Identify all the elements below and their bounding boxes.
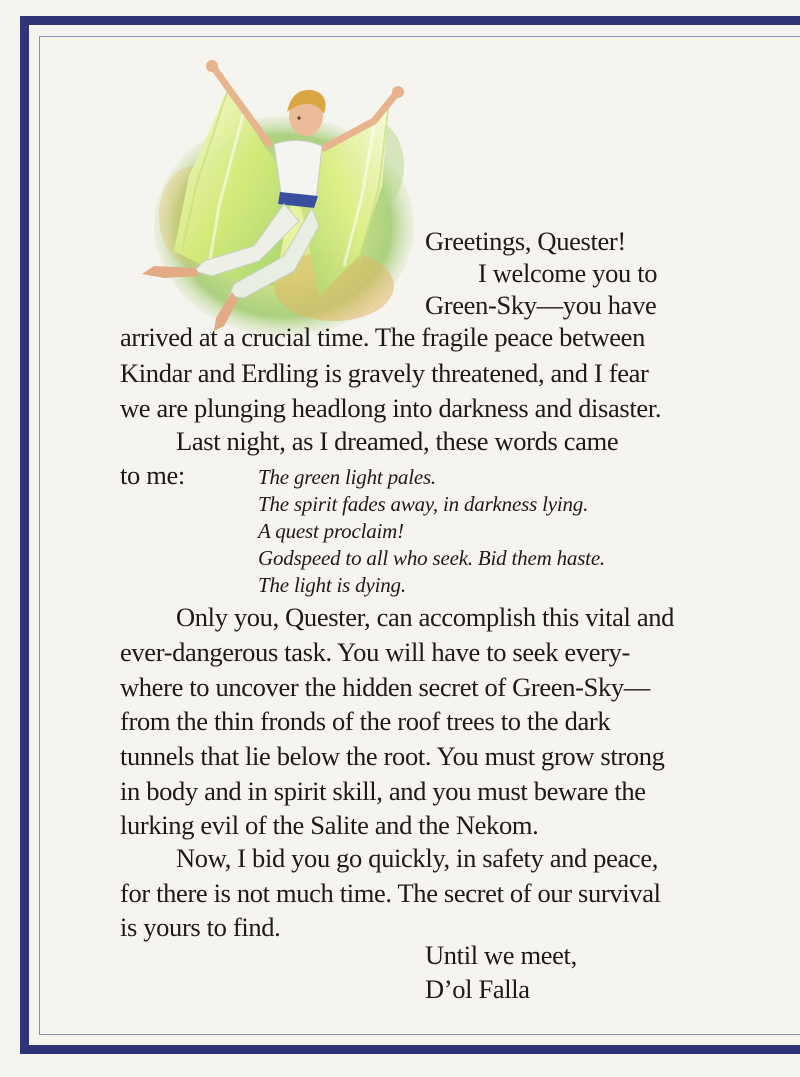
- poem-line-4: Godspeed to all who seek. Bid them haste.: [258, 546, 605, 570]
- greeting-line: Greetings, Quester!: [425, 226, 626, 256]
- paragraph-2-line-2: to me:: [120, 460, 185, 490]
- signature: D’ol Falla: [425, 974, 530, 1004]
- poem-line-3: A quest proclaim!: [258, 519, 404, 543]
- paragraph-3-line-7: lurking evil of the Salite and the Nekom.: [120, 810, 539, 840]
- paragraph-1-line-1: arrived at a crucial time. The fragile peace between: [120, 322, 645, 352]
- paragraph-3-line-2: ever-dangerous task. You will have to seek every-: [120, 637, 630, 667]
- poem-line-5: The light is dying.: [258, 573, 406, 597]
- closing-line: Until we meet,: [425, 940, 577, 970]
- paragraph-3-line-4: from the thin fronds of the roof trees to the dark: [120, 706, 611, 736]
- paragraph-3-line-6: in body and in spirit skill, and you must beware the: [120, 776, 646, 806]
- paragraph-3-line-3: where to uncover the hidden secret of Green-Sky—: [120, 672, 650, 702]
- paragraph-3-line-1: Only you, Quester, can accomplish this vital and: [176, 602, 675, 632]
- poem-line-1: The green light pales.: [258, 465, 436, 489]
- paragraph-4-line-2: for there is not much time. The secret of our survival: [120, 878, 661, 908]
- paragraph-1-line-2: Kindar and Erdling is gravely threatened, and I fear: [120, 358, 649, 388]
- flying-figure-illustration: [134, 56, 424, 336]
- welcome-line-2: Green-Sky—you have: [425, 290, 657, 320]
- poem-line-2: The spirit fades away, in darkness lying.: [258, 492, 589, 516]
- welcome-line-1: I welcome you to: [478, 258, 658, 288]
- paragraph-3-line-5: tunnels that lie below the root. You must grow strong: [120, 741, 665, 771]
- paragraph-1-line-3: we are plunging headlong into darkness and disaster.: [120, 393, 662, 423]
- paragraph-2-line-1: Last night, as I dreamed, these words came: [176, 426, 619, 456]
- paragraph-4-line-1: Now, I bid you go quickly, in safety and peace,: [176, 843, 659, 873]
- paragraph-4-line-3: is yours to find.: [120, 912, 281, 942]
